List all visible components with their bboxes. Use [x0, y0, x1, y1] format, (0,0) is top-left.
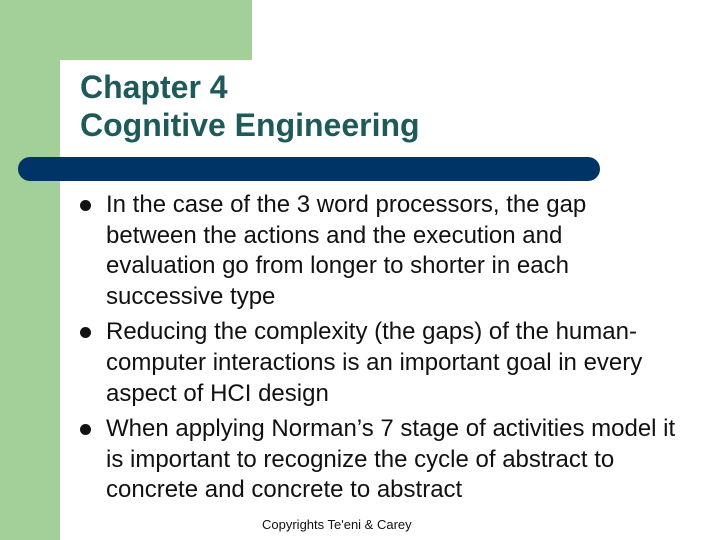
bullet-text-3: When applying Norman’s 7 stage of activities model it is important to recognize the cycle of abstract to concrete and concrete to abstract	[106, 415, 676, 504]
bullet-item-3	[78, 414, 678, 506]
green-top-border	[0, 0, 252, 60]
footer-copyright: Copyrights Te'eni & Carey	[262, 517, 412, 532]
bullet-text-1: In the case of the 3 word processors, the gap between the actions and the execution and evaluation go from longer to shorter in each successive type	[106, 191, 587, 310]
bullet-dot-icon	[80, 424, 91, 435]
bullet-dot-icon	[80, 200, 91, 211]
bullet-item-1	[78, 190, 678, 312]
bullet-item-2	[78, 317, 678, 409]
bullet-text-2: Reducing the complexity (the gaps) of the human-computer interactions is an important goal in every aspect of HCI design	[106, 318, 643, 407]
slide-title	[80, 68, 680, 144]
title-line-2: Cognitive Engineering	[80, 107, 420, 143]
bullet-dot-icon	[80, 327, 91, 338]
title-line-1: Chapter 4	[80, 69, 228, 105]
bullet-list	[78, 190, 678, 511]
title-divider-bar	[18, 157, 600, 181]
green-left-border	[0, 0, 60, 540]
